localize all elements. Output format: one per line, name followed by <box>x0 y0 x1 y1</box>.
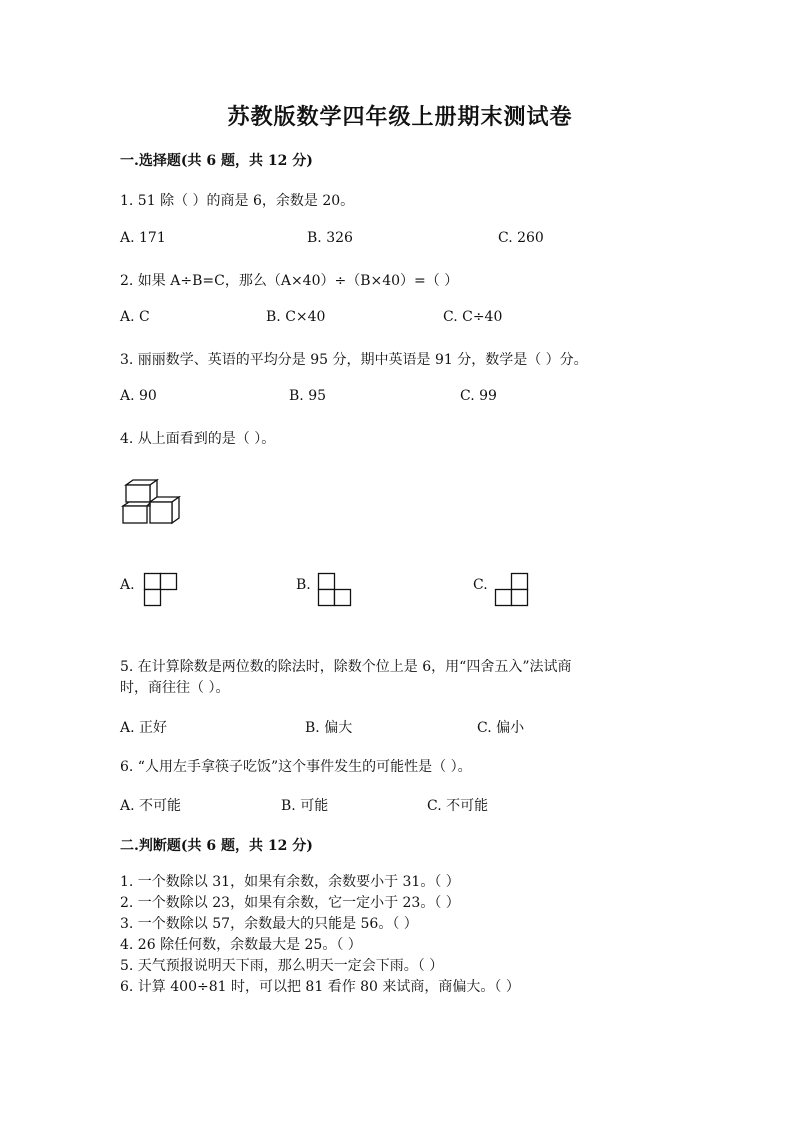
q4-option-a: A. <box>120 577 135 593</box>
q2-option-c: C. C÷40 <box>443 309 503 325</box>
judgment-item-5: 5. 天气预报说明天下雨，那么明天一定会下雨。（ ） <box>120 958 444 974</box>
option-b-view-icon <box>317 572 353 608</box>
question-3: 3. 丽丽数学、英语的平均分是 95 分，期中英语是 91 分，数学是（ ）分。 <box>120 352 588 368</box>
question-4: 4. 从上面看到的是（ ）。 <box>120 431 276 447</box>
page-title: 苏教版数学四年级上册期末测试卷 <box>227 104 573 130</box>
q2-option-a: A. C <box>120 309 150 325</box>
judgment-item-2: 2. 一个数除以 23，如果有余数，它一定小于 23。（ ） <box>120 895 460 911</box>
question-6: 6. “人用左手拿筷子吃饭”这个事件发生的可能性是（ ）。 <box>120 759 472 775</box>
q5-option-a: A. 正好 <box>120 720 168 736</box>
cube-stack-figure <box>120 478 182 526</box>
q3-option-c: C. 99 <box>460 388 497 404</box>
q1-option-a: A. 171 <box>120 230 166 246</box>
section-heading-judgment: 二.判断题(共 6 题，共 12 分) <box>120 838 313 854</box>
q3-option-b: B. 95 <box>289 388 327 404</box>
q3-option-a: A. 90 <box>120 388 157 404</box>
judgment-list <box>120 872 520 998</box>
q6-option-c: C. 不可能 <box>427 798 489 814</box>
q1-option-c: C. 260 <box>498 230 544 246</box>
question-5-line-1: 5. 在计算除数是两位数的除法时，除数个位上是 6，用“四舍五入”法试商 <box>120 659 572 675</box>
q4-option-b: B. <box>296 577 311 593</box>
judgment-item-4: 4. 26 除任何数，余数最大是 25。（ ） <box>120 937 362 953</box>
judgment-item-3: 3. 一个数除以 57，余数最大的只能是 56。（ ） <box>120 916 418 932</box>
question-1: 1. 51 除（ ）的商是 6，余数是 20。 <box>120 193 355 209</box>
section-heading-choice: 一.选择题(共 6 题，共 12 分) <box>120 153 313 169</box>
question-5-line-2: 时，商往往（ ）。 <box>120 680 230 696</box>
q2-option-b: B. C×40 <box>266 309 326 325</box>
judgment-item-6: 6. 计算 400÷81 时，可以把 81 看作 80 来试商，商偏大。（ ） <box>120 979 520 995</box>
judgment-item-1: 1. 一个数除以 31，如果有余数，余数要小于 31。（ ） <box>120 874 460 890</box>
q1-option-b: B. 326 <box>307 230 353 246</box>
option-a-view-icon <box>143 572 179 608</box>
q4-option-c: C. <box>473 577 488 593</box>
option-c-view-icon <box>494 572 530 608</box>
q6-option-b: B. 可能 <box>281 798 329 814</box>
q5-option-b: B. 偏大 <box>305 720 353 736</box>
question-2: 2. 如果 A÷B=C，那么（A×40）÷（B×40）=（ ） <box>120 273 459 289</box>
q5-option-c: C. 偏小 <box>477 720 525 736</box>
q6-option-a: A. 不可能 <box>120 798 182 814</box>
